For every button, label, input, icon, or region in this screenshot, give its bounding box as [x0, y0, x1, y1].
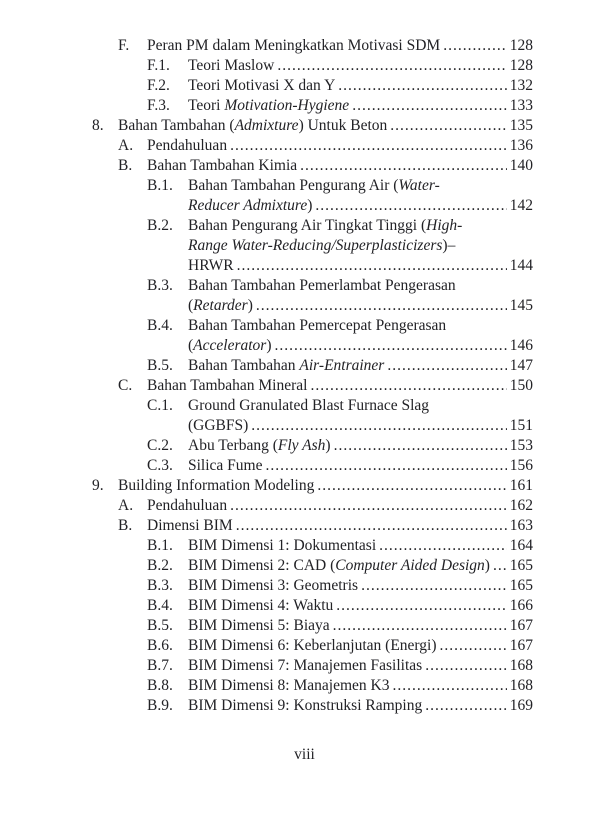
toc-text-segment: BIM Dimensi 2: CAD (: [188, 557, 336, 574]
toc-entry-line: [92, 256, 533, 276]
toc-text-segment: Pendahuluan: [147, 137, 228, 154]
toc-entry-line: [92, 636, 533, 656]
toc-entry-text: [188, 356, 384, 376]
toc-text-segment: Bahan Tambahan Kimia: [147, 157, 298, 174]
dot-leader: [338, 76, 506, 96]
toc-text-segment: ): [307, 197, 313, 214]
toc-page-number: 165: [509, 577, 533, 594]
toc-page-number: 128: [509, 57, 533, 74]
toc-entry-text: [188, 216, 462, 236]
toc-entry-text: [188, 76, 335, 96]
toc-entry-label: B.7.: [147, 657, 173, 674]
toc-entry-label: B.9.: [147, 697, 173, 714]
toc-entry-text: [188, 616, 330, 636]
toc-entry-text: [188, 576, 358, 596]
toc-entry-label: B.3.: [147, 577, 173, 594]
toc-text-segment: BIM Dimensi 3: Geometris: [188, 577, 359, 594]
toc-text-segment: Ground Granulated Blast Furnace Slag: [188, 397, 430, 414]
toc-entry-line: [92, 536, 533, 556]
toc-page-number: 166: [509, 597, 533, 614]
toc-text-segment: BIM Dimensi 6: Keberlanjutan (Energi): [188, 637, 437, 654]
toc-text-segment: BIM Dimensi 8: Manajemen K3: [188, 677, 390, 694]
toc-page-number: 142: [509, 197, 533, 214]
toc-entry-text: [188, 276, 456, 296]
toc-entry-text: [118, 116, 387, 136]
toc-entry-line: [92, 196, 533, 216]
toc-text-segment: Water-: [398, 177, 440, 194]
toc-entry-label: F.1.: [147, 57, 170, 74]
toc-entry-text: [188, 696, 422, 716]
toc-page-number: 151: [509, 417, 533, 434]
toc-text-segment: Pendahuluan: [147, 497, 228, 514]
toc-entry-line: [92, 316, 533, 336]
toc-text-segment: Air-Entrainer: [299, 357, 385, 374]
toc-entry-text: [147, 516, 233, 536]
toc-entry-label: F.: [118, 37, 130, 54]
toc-text-segment: Teori: [188, 97, 225, 114]
toc-text-segment: Reducer Admixture: [188, 197, 308, 214]
toc-entry-line: [92, 576, 533, 596]
toc-entry-line: [92, 656, 533, 676]
dot-leader: [392, 676, 506, 696]
toc-entry-line: [92, 476, 533, 496]
toc-page-number: 163: [509, 517, 533, 534]
toc-text-segment: BIM Dimensi 4: Waktu: [188, 597, 334, 614]
toc-entry-label: B.4.: [147, 317, 173, 334]
toc-text-segment: (: [188, 337, 194, 354]
dot-leader: [334, 436, 507, 456]
toc-entry-text: [188, 196, 312, 216]
toc-entry-text: [188, 536, 376, 556]
toc-entry-label: C.: [118, 377, 133, 394]
toc-text-segment: Bahan Tambahan Pemercepat Pengerasan: [188, 317, 447, 334]
toc-entry-line: [92, 136, 533, 156]
toc-entry-line: [92, 496, 533, 516]
toc-text-segment: Dimensi BIM: [147, 517, 233, 534]
toc-entry-line: [92, 596, 533, 616]
toc-entry-label: F.2.: [147, 77, 170, 94]
toc-page-number: 133: [509, 97, 533, 114]
toc-entry-line: [92, 516, 533, 536]
toc-page-number: 164: [509, 537, 533, 554]
dot-leader: [230, 136, 507, 156]
dot-leader: [336, 596, 506, 616]
dot-leader: [275, 336, 507, 356]
toc-entry-label: B.6.: [147, 637, 173, 654]
toc-entry-line: [92, 696, 533, 716]
toc-entry-label: C.1.: [147, 397, 173, 414]
dot-leader: [237, 256, 507, 276]
dot-leader: [251, 416, 506, 436]
toc-entry-line: [92, 396, 533, 416]
toc-entry-text: [188, 396, 429, 416]
toc-text-segment: BIM Dimensi 7: Manajemen Fasilitas: [188, 657, 423, 674]
toc-entry-text: [188, 656, 422, 676]
toc-text-segment: ): [247, 297, 253, 314]
toc-text-segment: ): [325, 437, 331, 454]
toc-entry-line: [92, 116, 533, 136]
toc-entry-label: A.: [118, 137, 134, 154]
toc-text-segment: )–: [442, 237, 456, 254]
toc-text-segment: Accelerator: [193, 337, 267, 354]
toc-entry-text: [147, 156, 297, 176]
toc-text-segment: Abu Terbang (: [188, 437, 278, 454]
dot-leader: [443, 36, 507, 56]
toc-page-number: 145: [509, 297, 533, 314]
toc-entry-text: [188, 436, 331, 456]
toc-entry-label: 9.: [92, 477, 104, 494]
toc-text-segment: Admixture: [234, 117, 299, 134]
dot-leader: [230, 496, 507, 516]
toc-entry-label: B.: [118, 517, 133, 534]
toc-page-number: 169: [509, 697, 533, 714]
dot-leader: [440, 636, 507, 656]
toc-text-segment: ): [484, 557, 490, 574]
toc-entry-line: [92, 376, 533, 396]
toc-entry-text: [147, 36, 440, 56]
toc-entry-text: [118, 476, 314, 496]
toc-entry-text: [188, 676, 389, 696]
toc-text-segment: HRWR: [188, 257, 234, 274]
toc-entry-text: [188, 596, 333, 616]
toc-text-segment: Retarder: [193, 297, 248, 314]
toc-entry-text: [188, 96, 349, 116]
toc-entry-label: B.3.: [147, 277, 173, 294]
toc-entry-text: [188, 296, 253, 316]
toc-entry-line: [92, 96, 533, 116]
toc-entry-line: [92, 416, 533, 436]
toc-entry-line: [92, 436, 533, 456]
toc-entry-label: 8.: [92, 117, 104, 134]
toc-entry-label: B.: [118, 157, 133, 174]
toc-page-number: 128: [509, 37, 533, 54]
dot-leader: [361, 576, 507, 596]
toc-entry-line: [92, 76, 533, 96]
toc-entry-text: [147, 496, 227, 516]
toc-entry-label: B.4.: [147, 597, 173, 614]
toc-text-segment: Motivation-Hygiene: [224, 97, 350, 114]
dot-leader: [256, 296, 507, 316]
toc-text-segment: Peran PM dalam Meningkatkan Motivasi SDM: [147, 37, 441, 54]
toc-entry-line: [92, 356, 533, 376]
toc-entry-text: [188, 56, 274, 76]
toc-text-segment: BIM Dimensi 5: Biaya: [188, 617, 330, 634]
toc-page-number: 168: [509, 677, 533, 694]
dot-leader: [387, 356, 506, 376]
toc-entry-text: [188, 636, 437, 656]
toc-entry-label: F.3.: [147, 97, 170, 114]
toc-entry-line: [92, 276, 533, 296]
dot-leader: [493, 556, 507, 576]
toc-entry-text: [188, 176, 440, 196]
toc-entry-label: B.5.: [147, 357, 173, 374]
toc-entry-line: [92, 156, 533, 176]
dot-leader: [379, 536, 507, 556]
dot-leader: [315, 196, 506, 216]
toc-page-number: 135: [509, 117, 533, 134]
toc-entry-label: B.2.: [147, 217, 173, 234]
toc-text-segment: Teori Maslow: [188, 57, 275, 74]
toc-entry-line: [92, 336, 533, 356]
dot-leader: [317, 476, 506, 496]
toc-page-number: 161: [509, 477, 533, 494]
toc-text-segment: BIM Dimensi 1: Dokumentasi: [188, 537, 377, 554]
toc-entry-text: [147, 136, 227, 156]
toc-entry-text: [147, 376, 307, 396]
toc-text-segment: Bahan Tambahan: [188, 357, 300, 374]
toc-page-number: 132: [509, 77, 533, 94]
toc-text-segment: Range Water-Reducing/Superplasticizers: [188, 237, 443, 254]
dot-leader: [390, 116, 507, 136]
toc-entry-text: [188, 416, 248, 436]
dot-leader: [310, 376, 506, 396]
footer-page-number: viii: [294, 746, 315, 763]
dot-leader: [425, 696, 507, 716]
toc-entry-text: [188, 456, 262, 476]
toc-text-segment: Silica Fume: [188, 457, 263, 474]
toc-page-number: 165: [509, 557, 533, 574]
toc-entry-label: B.1.: [147, 537, 173, 554]
toc-text-segment: (GGBFS): [188, 417, 249, 434]
toc-page-number: 150: [509, 377, 533, 394]
toc-entry-line: [92, 236, 533, 256]
toc-entry-line: [92, 556, 533, 576]
dot-leader: [265, 456, 506, 476]
toc-entry-line: [92, 456, 533, 476]
toc-text-segment: Building Information Modeling: [118, 477, 315, 494]
toc-entry-text: [188, 336, 272, 356]
toc-entry-line: [92, 676, 533, 696]
toc-text-segment: BIM Dimensi 9: Konstruksi Ramping: [188, 697, 423, 714]
toc-text-segment: Bahan Tambahan Mineral: [147, 377, 308, 394]
toc-text-segment: Bahan Tambahan Pengurang Air (: [188, 177, 399, 194]
toc-text-segment: ) Untuk Beton: [298, 117, 388, 134]
toc-text-segment: Bahan Tambahan (: [118, 117, 235, 134]
toc-page-number: 136: [509, 137, 533, 154]
toc-list: [92, 36, 533, 716]
dot-leader: [425, 656, 507, 676]
dot-leader: [300, 156, 507, 176]
toc-entry-label: C.3.: [147, 457, 173, 474]
toc-entry-line: [92, 616, 533, 636]
toc-page-number: 162: [509, 497, 533, 514]
toc-entry-line: [92, 56, 533, 76]
toc-entry-label: C.2.: [147, 437, 173, 454]
toc-entry-text: [188, 316, 446, 336]
toc-entry-label: B.2.: [147, 557, 173, 574]
toc-page-number: 153: [509, 437, 533, 454]
toc-entry-label: B.1.: [147, 177, 173, 194]
toc-text-segment: ): [266, 337, 272, 354]
toc-page-number: 146: [509, 337, 533, 354]
toc-entry-label: B.8.: [147, 677, 173, 694]
toc-entry-line: [92, 296, 533, 316]
toc-entry-text: [188, 556, 490, 576]
toc-text-segment: (: [188, 297, 194, 314]
toc-entry-text: [188, 236, 455, 256]
toc-page-number: 156: [509, 457, 533, 474]
toc-entry-label: A.: [118, 497, 134, 514]
toc-entry-line: [92, 216, 533, 236]
toc-entry-text: [188, 256, 234, 276]
toc-text-segment: Bahan Pengurang Air Tingkat Tinggi (: [188, 217, 427, 234]
toc-page-number: 167: [509, 637, 533, 654]
toc-page-number: 168: [509, 657, 533, 674]
dot-leader: [236, 516, 507, 536]
toc-entry-line: [92, 36, 533, 56]
toc-page-number: 147: [509, 357, 533, 374]
toc-text-segment: Bahan Tambahan Pemerlambat Pengerasan: [188, 277, 456, 294]
toc-text-segment: Teori Motivasi X dan Y: [188, 77, 336, 94]
toc-text-segment: Fly Ash: [277, 437, 326, 454]
toc-entry-label: B.5.: [147, 617, 173, 634]
dot-leader: [352, 96, 507, 116]
toc-page-number: 144: [509, 257, 533, 274]
toc-page-number: 167: [509, 617, 533, 634]
toc-entry-line: [92, 176, 533, 196]
dot-leader: [333, 616, 507, 636]
dot-leader: [277, 56, 506, 76]
toc-text-segment: Computer Aided Design: [335, 557, 485, 574]
toc-page-number: 140: [509, 157, 533, 174]
toc-text-segment: High-: [426, 217, 463, 234]
